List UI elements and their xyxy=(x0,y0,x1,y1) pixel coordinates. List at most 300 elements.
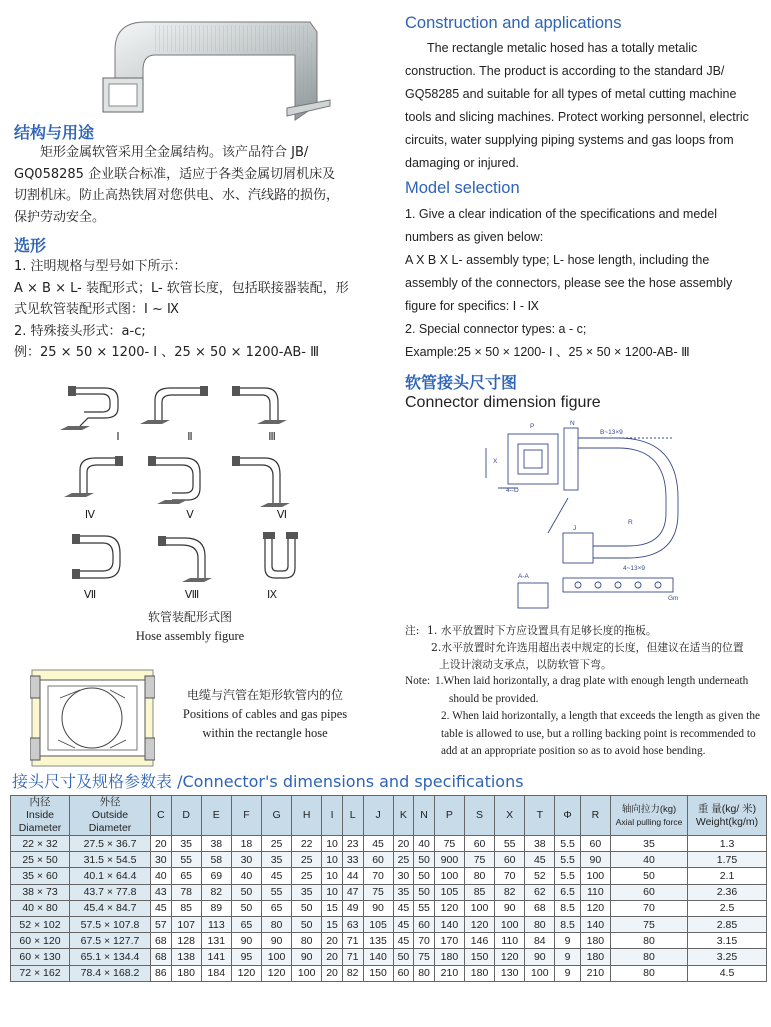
table-cell: 80 xyxy=(525,916,555,932)
svg-text:Gm: Gm xyxy=(668,595,679,602)
table-cell: 70 xyxy=(414,933,435,949)
table-cell: 22 × 32 xyxy=(11,836,70,852)
table-cell: 75 xyxy=(465,852,495,868)
hose-assembly-caption xyxy=(90,608,290,646)
table-cell: 71 xyxy=(342,949,363,965)
cn-selection-line: 例：25 × 50 × 1200- Ⅰ 、25 × 50 × 1200-AB- Ⅲ xyxy=(14,345,320,360)
table-cell: 50 xyxy=(414,868,435,884)
table-cell: 100 xyxy=(434,868,464,884)
table-cell: 5.5 xyxy=(555,836,580,852)
table-cell: 50 xyxy=(414,852,435,868)
table-cell: 50 xyxy=(414,884,435,900)
table-cell: 78.4 × 168.2 xyxy=(70,965,151,981)
table-cell: 40 xyxy=(611,852,688,868)
table-cell: 45 xyxy=(151,900,172,916)
cable-caption-line: within the rectangle hose xyxy=(202,726,328,740)
cn-structure-text xyxy=(14,142,389,228)
table-cell: 38 xyxy=(201,836,231,852)
en-construction-line: tools and slicing machines. Protect working personnel, electric xyxy=(405,110,749,124)
header-text: Inside xyxy=(25,809,55,821)
cable-position-figure xyxy=(30,668,155,768)
table-cell: 85 xyxy=(465,884,495,900)
table-cell: 15 xyxy=(322,900,343,916)
en-model-line: assembly of the connectors, please see the hose assembly xyxy=(405,276,733,290)
en-model-line: numbers as given below: xyxy=(405,230,544,244)
note-cn-line: 1. 水平放置时下方应设置具有足够长度的拖板。 xyxy=(427,624,657,637)
cn-selection-line: 1. 注明规格与型号如下所示： xyxy=(14,259,187,274)
table-cell: 150 xyxy=(465,949,495,965)
cn-structure-line: 保护劳动安全。 xyxy=(14,209,106,225)
header-text: Axial pulling force xyxy=(615,816,683,827)
table-cell: 60 xyxy=(363,852,393,868)
table-row xyxy=(11,965,767,981)
table-cell: 20 xyxy=(322,949,343,965)
table-cell: 10 xyxy=(322,836,343,852)
header-text: Diameter xyxy=(18,822,62,834)
table-cell: 69 xyxy=(201,868,231,884)
table-cell: 146 xyxy=(465,933,495,949)
header-text: 内径 xyxy=(29,796,51,808)
table-cell: 2.36 xyxy=(688,884,767,900)
en-model-title: Model selection xyxy=(405,179,520,197)
table-cell: 131 xyxy=(201,933,231,949)
table-cell: 50 xyxy=(292,916,322,932)
header-col: F xyxy=(231,796,261,836)
table-cell: 44 xyxy=(342,868,363,884)
header-col: T xyxy=(525,796,555,836)
cn-structure-line: GQ058285 企业联合标准，适应于各类金属切屑机床及 xyxy=(14,166,336,182)
table-cell: 50 xyxy=(231,884,261,900)
table-cell: 68 xyxy=(151,933,172,949)
table-row xyxy=(11,836,767,852)
table-cell: 60 × 120 xyxy=(11,933,70,949)
table-cell: 210 xyxy=(434,965,464,981)
table-cell: 35 × 60 xyxy=(11,868,70,884)
table-cell: 25 xyxy=(292,868,322,884)
note-cn-line: 上设计滚动支承点，以防软管下弯。 xyxy=(439,658,612,671)
table-cell: 100 xyxy=(525,965,555,981)
table-cell: 5.5 xyxy=(555,852,580,868)
table-cell: 120 xyxy=(465,916,495,932)
table-cell: 25 xyxy=(292,852,322,868)
cn-selection-text xyxy=(14,256,394,364)
cn-selection-title: 选形 xyxy=(14,236,47,255)
table-cell: 38 × 73 xyxy=(11,884,70,900)
svg-text:B~13×9: B~13×9 xyxy=(600,429,623,436)
note-cn-line: 2.水平放置时允许选用超出表中规定的长度，但建议在适当的位置 xyxy=(431,641,744,654)
table-cell: 4.5 xyxy=(688,965,767,981)
table-cell: 150 xyxy=(363,965,393,981)
hose-assembly-figure xyxy=(60,378,320,600)
table-cell: 184 xyxy=(201,965,231,981)
note-en-line: 1.When laid horizontally, a drag plate with enough length underneath xyxy=(435,675,749,687)
assembly-label: Ⅰ xyxy=(116,431,120,443)
table-cell: 50 xyxy=(611,868,688,884)
table-cell: 120 xyxy=(231,965,261,981)
table-cell: 100 xyxy=(292,965,322,981)
table-cell: 68 xyxy=(525,900,555,916)
table-cell: 130 xyxy=(495,965,525,981)
table-cell: 60 xyxy=(414,916,435,932)
svg-text:A-A: A-A xyxy=(518,573,529,580)
table-cell: 2.5 xyxy=(688,900,767,916)
header-col: E xyxy=(201,796,231,836)
table-cell: 65 xyxy=(171,868,201,884)
table-cell: 110 xyxy=(495,933,525,949)
table-cell: 1.75 xyxy=(688,852,767,868)
table-cell: 30 xyxy=(151,852,172,868)
header-text: 重 量(kg/ 米) xyxy=(697,802,757,815)
table-row xyxy=(11,916,767,932)
assembly-label: Ⅶ xyxy=(83,589,97,600)
table-cell: 180 xyxy=(580,933,610,949)
table-cell: 120 xyxy=(495,949,525,965)
table-cell: 78 xyxy=(171,884,201,900)
table-row xyxy=(11,868,767,884)
cable-caption-line: 电缆与汽管在矩形软管内的位 xyxy=(186,688,343,702)
cn-structure-title: 结构与用途 xyxy=(14,123,95,142)
table-cell: 100 xyxy=(465,900,495,916)
hose-assembly-caption-en: Hose assembly figure xyxy=(135,629,245,643)
en-construction-line: GQ58285 and suitable for all types of metal cutting machine xyxy=(405,87,737,101)
table-cell: 138 xyxy=(171,949,201,965)
header-col: K xyxy=(393,796,414,836)
table-cell: 80 xyxy=(465,868,495,884)
table-cell: 140 xyxy=(434,916,464,932)
table-cell: 82 xyxy=(342,965,363,981)
table-cell: 50 xyxy=(231,900,261,916)
table-cell: 63 xyxy=(342,916,363,932)
table-cell: 45 xyxy=(363,836,393,852)
table-cell: 67.5 × 127.7 xyxy=(70,933,151,949)
table-cell: 170 xyxy=(434,933,464,949)
hose-assembly-caption-cn: 软管装配形式图 xyxy=(147,610,232,624)
table-cell: 2.1 xyxy=(688,868,767,884)
table-cell: 140 xyxy=(363,949,393,965)
header-col: P xyxy=(434,796,464,836)
header-axial-force xyxy=(611,796,688,836)
table-cell: 110 xyxy=(580,884,610,900)
table-cell: 8.5 xyxy=(555,916,580,932)
table-cell: 100 xyxy=(495,916,525,932)
header-weight xyxy=(688,796,767,836)
cn-selection-line: A × B × L- 装配形式；L- 软管长度，包括联接器装配，形 xyxy=(14,280,349,296)
header-col: L xyxy=(342,796,363,836)
table-cell: 10 xyxy=(322,852,343,868)
table-cell: 75 xyxy=(434,836,464,852)
table-cell: 35 xyxy=(393,884,414,900)
table-cell: 120 xyxy=(434,900,464,916)
table-cell: 9 xyxy=(555,949,580,965)
assembly-label: Ⅳ xyxy=(84,509,96,521)
table-cell: 45 xyxy=(525,852,555,868)
en-construction-line: damaging or injured. xyxy=(405,156,519,170)
table-cell: 35 xyxy=(171,836,201,852)
notes-cn xyxy=(405,622,765,673)
table-cell: 40 × 80 xyxy=(11,900,70,916)
table-cell: 20 xyxy=(393,836,414,852)
en-construction-line: circuits, water supplying piping systems and gas loops from xyxy=(405,133,734,147)
table-cell: 65 xyxy=(262,900,292,916)
table-row xyxy=(11,852,767,868)
table-cell: 90 xyxy=(525,949,555,965)
en-connector-title: Connector dimension figure xyxy=(405,394,601,411)
table-cell: 57.5 × 107.8 xyxy=(70,916,151,932)
table-cell: 15 xyxy=(322,916,343,932)
table-cell: 23 xyxy=(342,836,363,852)
table-cell: 45 xyxy=(393,933,414,949)
table-cell: 82 xyxy=(495,884,525,900)
table-cell: 135 xyxy=(363,933,393,949)
table-cell: 6.5 xyxy=(555,884,580,900)
table-cell: 90 xyxy=(262,933,292,949)
table-cell: 35 xyxy=(611,836,688,852)
header-inside-diameter xyxy=(11,796,70,836)
table-cell: 60 xyxy=(465,836,495,852)
table-cell: 60 xyxy=(580,836,610,852)
table-cell: 22 xyxy=(292,836,322,852)
header-outside-diameter xyxy=(70,796,151,836)
table-row xyxy=(11,933,767,949)
svg-text:P: P xyxy=(530,423,535,430)
table-row xyxy=(11,900,767,916)
table-cell: 3.15 xyxy=(688,933,767,949)
connector-dimension-figure xyxy=(478,418,708,618)
table-cell: 57 xyxy=(151,916,172,932)
assembly-label: Ⅱ xyxy=(187,431,193,443)
en-construction-line: The rectangle metalic hosed has a totally metalic xyxy=(427,41,698,55)
table-cell: 141 xyxy=(201,949,231,965)
table-cell: 45 xyxy=(393,900,414,916)
en-construction-text xyxy=(405,37,765,175)
cable-caption-line: Positions of cables and gas pipes xyxy=(182,707,348,721)
table-cell: 45 xyxy=(393,916,414,932)
table-cell: 10 xyxy=(322,884,343,900)
table-cell: 120 xyxy=(262,965,292,981)
table-cell: 27.5 × 36.7 xyxy=(70,836,151,852)
note-en-line: should be provided. xyxy=(449,692,539,705)
table-cell: 84 xyxy=(525,933,555,949)
table-row xyxy=(11,949,767,965)
table-cell: 40 xyxy=(231,868,261,884)
table-cell: 55 xyxy=(171,852,201,868)
table-cell: 71 xyxy=(342,933,363,949)
table-cell: 43 xyxy=(151,884,172,900)
svg-text:4~13×9: 4~13×9 xyxy=(623,565,646,572)
table-cell: 20 xyxy=(322,933,343,949)
table-cell: 30 xyxy=(231,852,261,868)
svg-text:X: X xyxy=(493,458,498,465)
table-cell: 140 xyxy=(580,916,610,932)
svg-text:4--D: 4--D xyxy=(506,487,519,494)
table-cell: 38 xyxy=(525,836,555,852)
assembly-label: Ⅸ xyxy=(266,589,278,600)
table-cell: 180 xyxy=(465,965,495,981)
table-cell: 9 xyxy=(555,933,580,949)
en-model-line: Example:25 × 50 × 1200- Ⅰ 、25 × 50 × 1200-AB- Ⅲ xyxy=(405,345,690,359)
svg-text:J: J xyxy=(573,525,577,532)
table-cell: 60 xyxy=(611,884,688,900)
table-cell: 80 xyxy=(611,933,688,949)
table-cell: 80 xyxy=(611,949,688,965)
table-cell: 80 xyxy=(611,965,688,981)
table-cell: 65 xyxy=(231,916,261,932)
table-cell: 3.25 xyxy=(688,949,767,965)
table-cell: 43.7 × 77.8 xyxy=(70,884,151,900)
table-cell: 75 xyxy=(414,949,435,965)
table-cell: 25 × 50 xyxy=(11,852,70,868)
en-model-line: 2. Special connector types: a - c; xyxy=(405,322,587,336)
table-cell: 90 xyxy=(363,900,393,916)
table-cell: 89 xyxy=(201,900,231,916)
table-cell: 100 xyxy=(262,949,292,965)
table-cell: 33 xyxy=(342,852,363,868)
svg-text:R: R xyxy=(628,519,633,526)
table-cell: 105 xyxy=(363,916,393,932)
header-col: N xyxy=(414,796,435,836)
header-col: S xyxy=(465,796,495,836)
table-cell: 105 xyxy=(434,884,464,900)
hose-illustration xyxy=(55,10,345,125)
table-cell: 60 xyxy=(393,965,414,981)
en-construction-title: Construction and applications xyxy=(405,14,622,32)
table-cell: 25 xyxy=(393,852,414,868)
table-cell: 50 xyxy=(393,949,414,965)
table-cell: 70 xyxy=(495,868,525,884)
notes-cn-prefix: 注: xyxy=(405,624,420,637)
table-cell: 180 xyxy=(580,949,610,965)
table-cell: 45.4 × 84.7 xyxy=(70,900,151,916)
table-cell: 47 xyxy=(342,884,363,900)
table-cell: 40 xyxy=(414,836,435,852)
table-cell: 2.85 xyxy=(688,916,767,932)
table-cell: 120 xyxy=(580,900,610,916)
table-cell: 55 xyxy=(262,884,292,900)
header-col: G xyxy=(262,796,292,836)
table-cell: 18 xyxy=(231,836,261,852)
table-cell: 35 xyxy=(262,852,292,868)
assembly-label: Ⅲ xyxy=(268,431,276,443)
assembly-label: Ⅵ xyxy=(276,509,288,521)
table-cell: 85 xyxy=(171,900,201,916)
assembly-label: Ⅴ xyxy=(186,509,194,521)
note-en-line: table is allowed to use, but a rolling backing point is recommended to xyxy=(441,727,756,740)
svg-text:N: N xyxy=(570,420,575,427)
table-cell: 55 xyxy=(414,900,435,916)
cn-selection-line: 2. 特殊接头形式：a-c; xyxy=(14,323,146,339)
header-col: Φ xyxy=(555,796,580,836)
header-col: J xyxy=(363,796,393,836)
header-text: Diameter xyxy=(88,822,132,834)
note-en-line: 2. When laid horizontally, a length that exceeds the length as given the xyxy=(441,710,761,722)
table-cell: 900 xyxy=(434,852,464,868)
en-construction-line: construction. The product is according to the standard JB/ xyxy=(405,64,725,78)
table-cell: 5.5 xyxy=(555,868,580,884)
table-cell: 49 xyxy=(342,900,363,916)
table-cell: 9 xyxy=(555,965,580,981)
table-cell: 60 × 130 xyxy=(11,949,70,965)
table-cell: 20 xyxy=(151,836,172,852)
table-cell: 40 xyxy=(151,868,172,884)
table-cell: 58 xyxy=(201,852,231,868)
header-text: Weight(kg/m) xyxy=(695,815,759,828)
table-cell: 113 xyxy=(201,916,231,932)
spec-table xyxy=(10,795,767,982)
cn-selection-line: 式见软管装配形式图：Ⅰ ~ Ⅸ xyxy=(14,302,179,317)
note-en-line: add at an appropriate position so as to avoid hose bending. xyxy=(441,745,706,757)
cn-structure-line: 切割机床。防止高热铁屑对您供电、水、汽线路的损伤， xyxy=(14,188,340,203)
notes-en-prefix: Note: xyxy=(405,675,431,687)
table-cell: 25 xyxy=(262,836,292,852)
notes-en xyxy=(405,673,767,761)
table-cell: 52 xyxy=(525,868,555,884)
table-cell: 40.1 × 64.4 xyxy=(70,868,151,884)
table-cell: 90 xyxy=(580,852,610,868)
table-cell: 55 xyxy=(495,836,525,852)
en-model-line: A X B X L- assembly type; L- hose length, including the xyxy=(405,253,710,267)
table-cell: 90 xyxy=(231,933,261,949)
table-cell: 1.3 xyxy=(688,836,767,852)
header-text: 外径 xyxy=(99,796,121,808)
table-cell: 45 xyxy=(262,868,292,884)
table-cell: 210 xyxy=(580,965,610,981)
table-cell: 10 xyxy=(322,868,343,884)
table-cell: 95 xyxy=(231,949,261,965)
table-cell: 62 xyxy=(525,884,555,900)
table-cell: 75 xyxy=(611,916,688,932)
table-cell: 180 xyxy=(434,949,464,965)
header-col: I xyxy=(322,796,343,836)
header-col: R xyxy=(580,796,610,836)
table-cell: 31.5 × 54.5 xyxy=(70,852,151,868)
table-cell: 30 xyxy=(393,868,414,884)
cn-connector-title: 软管接头尺寸图 xyxy=(405,373,518,392)
table-cell: 100 xyxy=(580,868,610,884)
table-cell: 80 xyxy=(292,933,322,949)
header-col: H xyxy=(292,796,322,836)
table-cell: 65.1 × 134.4 xyxy=(70,949,151,965)
table-cell: 70 xyxy=(363,868,393,884)
table-cell: 50 xyxy=(292,900,322,916)
table-cell: 128 xyxy=(171,933,201,949)
table-cell: 107 xyxy=(171,916,201,932)
cable-position-caption xyxy=(160,686,370,743)
table-cell: 180 xyxy=(171,965,201,981)
en-model-line: figure for specifics: Ⅰ - Ⅸ xyxy=(405,299,539,313)
table-cell: 82 xyxy=(201,884,231,900)
table-cell: 60 xyxy=(495,852,525,868)
table-cell: 52 × 102 xyxy=(11,916,70,932)
assembly-label: Ⅷ xyxy=(184,589,200,600)
header-col: X xyxy=(495,796,525,836)
table-cell: 75 xyxy=(363,884,393,900)
spec-table-title: 接头尺寸及规格参数表 /Connector's dimensions and specifications xyxy=(12,772,524,791)
table-cell: 70 xyxy=(611,900,688,916)
en-model-line: 1. Give a clear indication of the specifications and medel xyxy=(405,207,717,221)
table-cell: 86 xyxy=(151,965,172,981)
header-col: C xyxy=(151,796,172,836)
cn-structure-line: 矩形金属软管采用全金属结构。该产品符合 JB/ xyxy=(40,145,309,160)
table-cell: 68 xyxy=(151,949,172,965)
table-cell: 35 xyxy=(292,884,322,900)
en-model-text xyxy=(405,203,765,364)
table-cell: 90 xyxy=(292,949,322,965)
header-text: 轴向拉力(kg) xyxy=(621,803,677,815)
table-cell: 90 xyxy=(495,900,525,916)
table-cell: 80 xyxy=(414,965,435,981)
table-row xyxy=(11,884,767,900)
table-cell: 20 xyxy=(322,965,343,981)
